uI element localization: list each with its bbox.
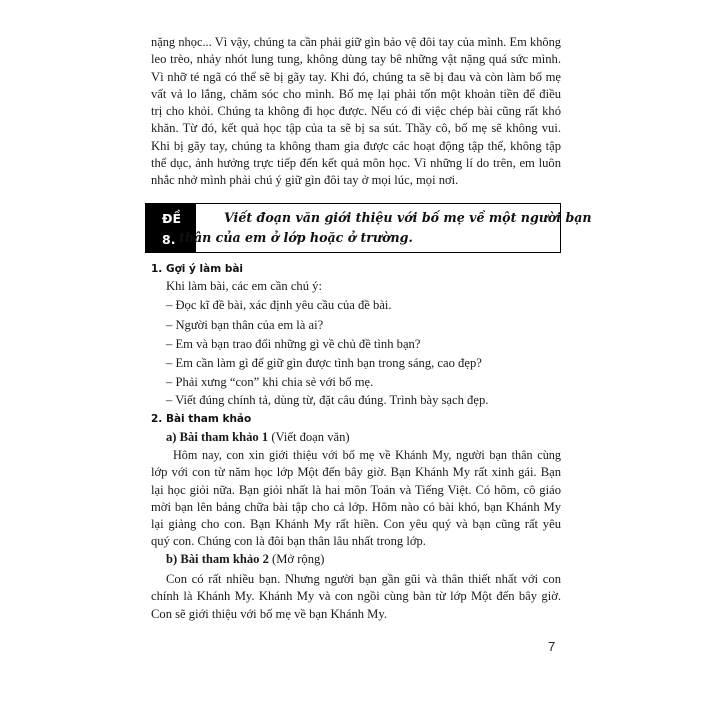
text-line: lớp với con từ năm học lớp Một đến bây giờ. Bạn Khánh My rất xinh gái. Bạn [151, 465, 561, 480]
intro-paragraph [151, 34, 561, 190]
exercise-label-word: ĐỀ [162, 211, 182, 226]
text-line: vất vả lo lắng, chăm sóc cho mình. Bố mẹ lại phải tốn một khoản tiền để điều [151, 86, 561, 101]
text-line: Vì nhỡ té ngã có thể sẽ bị gãy tay. Khi đó, chúng ta sẽ bị đau và còn làm bố mẹ [151, 69, 561, 84]
sample-a-paragraph [151, 447, 561, 551]
section-heading-hints: 1. Gợi ý làm bài [151, 263, 244, 275]
text-line: lại giảng cho con. Bạn Khánh My rất hiền. Con yêu quý và bạn cũng rất yêu [151, 517, 561, 532]
sample-b-title [166, 552, 325, 567]
sample-a-title-note: (Viết đoạn văn) [268, 430, 350, 444]
text-line: lại học giỏi nữa. Bạn giỏi nhất là hai môn Toán và Tiếng Việt. Có hôm, cô giáo [151, 482, 561, 497]
sample-b-paragraph [151, 571, 561, 623]
text-line: trị cho khỏi. Chúng ta không đi học được. Nếu có đi việc chép bài cũng rất khó [151, 104, 561, 119]
text-line: thể dục, ảnh hưởng trực tiếp đến kết quả môn học. Vì những lí do trên, em luôn [151, 156, 561, 171]
text-line: leo trèo, nhảy nhót lung tung, không dùng tay bê những vật nặng quá sức mình. [151, 52, 561, 67]
hints-intro: Khi làm bài, các em cần chú ý: [166, 279, 322, 293]
text-line: Khi bị gãy tay, chúng ta không tham gia được các hoạt động tập thể, không tập [151, 138, 561, 153]
section-heading-samples: 2. Bài tham khảo [151, 413, 252, 425]
exercise-task [179, 208, 592, 248]
exercise-number: 8. [162, 232, 176, 247]
text-line: Hôm nay, con xin giới thiệu với bố mẹ về Khánh My, người bạn thân cùng [173, 448, 561, 462]
text-line: quý con. Chúng con là đôi bạn thân lâu nhất trong lớp. [151, 534, 426, 549]
hint-item: – Em và bạn trao đổi những gì về chủ đề tình bạn? [166, 337, 421, 351]
task-line: Viết đoạn văn giới thiệu với bố mẹ về một người bạn [224, 210, 592, 225]
hint-item: – Đọc kĩ đề bài, xác định yêu cầu của đề bài. [166, 298, 392, 312]
sample-b-title-note: (Mở rộng) [268, 552, 325, 566]
sample-a-title [166, 430, 350, 445]
hint-item: – Người bạn thân của em là ai? [166, 318, 324, 332]
exercise-box [145, 203, 592, 253]
text-line: Con sẽ giới thiệu với bố mẹ về bạn Khánh My. [151, 606, 388, 621]
hint-item: – Em cần làm gì để giữ gìn được tình bạn trong sáng, cao đẹp? [166, 356, 482, 370]
sample-b-title-bold: b) Bài tham khảo 2 [166, 552, 269, 566]
text-line: Con có rất nhiều bạn. Nhưng người bạn gần gũi và thân thiết nhất với con [166, 572, 561, 586]
task-line: thân của em ở lớp hoặc ở trường. [179, 230, 413, 245]
text-line: nhắc nhở mình phải chú ý giữ gìn đôi tay ở mọi lúc, mọi nơi. [151, 173, 459, 188]
page-number: 7 [548, 639, 556, 654]
text-line: chính là Khánh My. Khánh My và con ngồi cùng bàn từ lớp Một đến bây giờ. [151, 589, 561, 604]
sample-a-title-bold: a) Bài tham khảo 1 [166, 430, 269, 444]
text-line: mời bạn lên bảng chữa bài tập cho cả lớp. Hôm nào có bài khó, bạn Khánh My [151, 499, 561, 514]
text-line: khăn. Từ đó, kết quả học tập của ta sẽ bị sa sút. Thầy cô, bố mẹ sẽ không vui. [151, 121, 561, 136]
hint-item: – Viết đúng chính tả, dùng từ, đặt câu đúng. Trình bày sạch đẹp. [166, 393, 489, 407]
hint-item: – Phải xưng “con” khi chia sẻ với bố mẹ. [166, 375, 374, 389]
text-line: nặng nhọc... Vì vậy, chúng ta cần phải giữ gìn bảo vệ đôi tay của mình. Em không [151, 35, 561, 49]
